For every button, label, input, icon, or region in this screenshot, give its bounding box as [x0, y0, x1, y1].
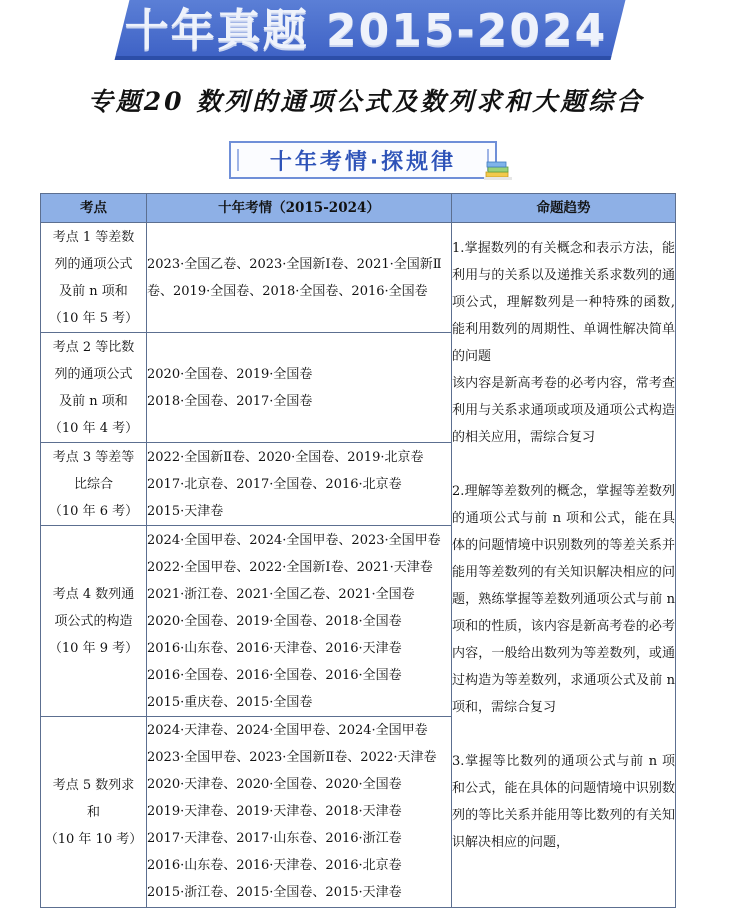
exam-line: 2023·全国甲卷、2023·全国新Ⅱ卷、2022·天津卷 [147, 750, 437, 765]
exams-cell [147, 223, 452, 333]
section-label-box [229, 141, 497, 179]
topic-line: （10 年 9 考） [48, 640, 139, 656]
topic-line: 及前 n 项和 [59, 283, 128, 299]
topic-line: （10 年 10 考） [44, 831, 143, 847]
trend-paragraph: 3.掌握等比数列的通项公式与前 n 项和公式，能在具体的问题情境中识别数列的等比关系并能用等比数列的有关知识解决相应的问题， [452, 754, 675, 850]
exam-line: 2022·全国新Ⅱ卷、2020·全国卷、2019·北京卷 [147, 449, 424, 465]
header-topic: 考点 [41, 194, 147, 223]
trend-paragraph: 该内容是新高考卷的必考内容，常考查利用与关系求通项或项及通项公式构造的相关应用，需综合复习 [452, 376, 675, 445]
topic-line: 考点 5 数列求 [52, 777, 135, 793]
exams-cell [147, 717, 452, 908]
exam-line: 2020·全国卷、2019·全国卷 [147, 366, 313, 382]
topic-line: 和 [86, 804, 100, 820]
topic-line: 项公式的构造 [54, 613, 133, 629]
exam-line: 2024·天津卷、2024·全国甲卷、2024·全国甲卷 [147, 723, 428, 738]
trend-paragraph: 2.理解等差数列的概念，掌握等差数列的通项公式与前 n 项和公式，能在具体的问题情境中识别数列的等差关系并能用等差数列的有关知识解决相应的问题，熟练掌握等差数列通项公式与前 n 项和的性质，该内容是新高考卷的必考内容，一般给出数列为等差数列，或通过构造为等差数列，求通项公式及前 n 项和，需综合复习 [452, 484, 675, 715]
exam-line: 2015·天津卷 [147, 503, 224, 519]
exam-line: 2019·天津卷、2019·天津卷、2018·天津卷 [147, 804, 402, 819]
table-header-row [41, 194, 676, 223]
exam-line: 2016·山东卷、2016·天津卷、2016·天津卷 [147, 640, 402, 656]
topic-cell [41, 443, 147, 526]
trend-cell [452, 223, 676, 908]
topic-line: 列的通项公式 [54, 366, 133, 382]
books-icon [484, 158, 512, 182]
exam-line: 2024·全国甲卷、2024·全国甲卷、2023·全国甲卷 [147, 532, 441, 548]
topic-cell [41, 717, 147, 908]
exam-analysis-table [40, 193, 676, 908]
exam-line: 2023·全国乙卷、2023·全国新Ⅰ卷、2021·全国新Ⅱ [147, 256, 442, 272]
header-trend: 命题趋势 [452, 194, 676, 223]
exam-line: 2020·天津卷、2020·全国卷、2020·全国卷 [147, 777, 402, 792]
exam-line: 卷、2019·全国卷、2018·全国卷、2016·全国卷 [147, 283, 428, 299]
topic-line: 及前 n 项和 [59, 393, 128, 409]
table-row [41, 223, 676, 333]
topic-line: （10 年 6 考） [48, 503, 139, 519]
topic-line: 考点 1 等差数 [52, 229, 135, 245]
exam-line: 2022·全国甲卷、2022·全国新Ⅰ卷、2021·天津卷 [147, 559, 433, 575]
banner-title: 十年真题 2015-2024 [124, 5, 608, 56]
topic-line: 考点 4 数列通 [52, 586, 135, 602]
section-label: 十年考情·探规律 [269, 149, 457, 175]
exams-cell [147, 526, 452, 717]
exam-line: 2015·浙江卷、2015·全国卷、2015·天津卷 [147, 885, 402, 900]
topic-line: 比综合 [73, 476, 113, 492]
trend-paragraph: 1.掌握数列的有关概念和表示方法，能利用与的关系以及递推关系求数列的通项公式，理解数列是一种特殊的函数,能利用数列的周期性、单调性解决简单的问题 [452, 241, 675, 364]
topic-cell [41, 333, 147, 443]
exam-line: 2017·北京卷、2017·全国卷、2016·北京卷 [147, 476, 402, 492]
exam-line: 2020·全国卷、2019·全国卷、2018·全国卷 [147, 613, 402, 629]
exams-cell [147, 443, 452, 526]
topic-line: 列的通项公式 [54, 256, 133, 272]
exams-cell [147, 333, 452, 443]
exam-line: 2016·全国卷、2016·全国卷、2016·全国卷 [147, 667, 402, 683]
exam-line: 2015·重庆卷、2015·全国卷 [147, 694, 313, 710]
exam-line: 2018·全国卷、2017·全国卷 [147, 393, 313, 409]
exam-line: 2016·山东卷、2016·天津卷、2016·北京卷 [147, 858, 402, 873]
topic-line: 考点 3 等差等 [52, 449, 135, 465]
topic-line: 考点 2 等比数 [52, 339, 135, 355]
exam-line: 2021·浙江卷、2021·全国乙卷、2021·全国卷 [147, 586, 415, 602]
topic-line: （10 年 4 考） [48, 420, 139, 436]
topic-cell [41, 223, 147, 333]
topic-line: （10 年 5 考） [48, 310, 139, 326]
header-exams: 十年考情（2015-2024） [147, 194, 452, 223]
exam-line: 2017·天津卷、2017·山东卷、2016·浙江卷 [147, 831, 402, 846]
topic-cell [41, 526, 147, 717]
document-title: 专题20 数列的通项公式及数列求和大题综合 [87, 87, 645, 116]
